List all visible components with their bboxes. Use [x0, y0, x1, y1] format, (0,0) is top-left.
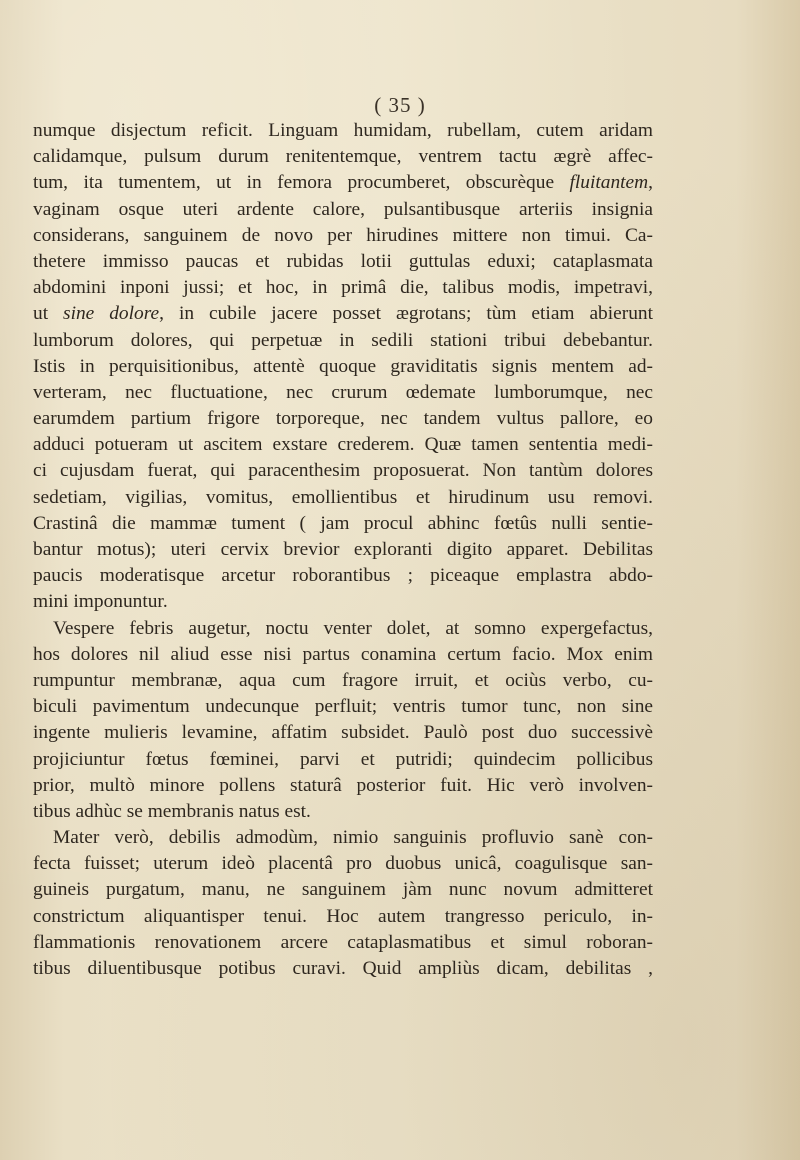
- text-line: hos dolores nil aliud esse nisi partus conamina certum facio. Mox enim: [33, 643, 653, 665]
- text-line: calidamque, pulsum durum renitentemque, ventrem tactu ægrè affec-: [33, 146, 653, 168]
- text-line: numque disjectum reficit. Linguam humidam, rubellam, cutem aridam: [33, 120, 653, 141]
- text-line: thetere immisso paucas et rubidas lotii guttulas eduxi; cataplasmata: [33, 250, 653, 272]
- text-line: [33, 170, 653, 196]
- text-line: Istis in perquisitionibus, attentè quoque graviditatis signis mentem ad-: [33, 355, 653, 377]
- text-line: lumborum dolores, qui perpetuæ in sedili stationi tribui debebantur.: [33, 329, 653, 351]
- text-line: abdomini inponi jussi; et hoc, in primâ die, talibus modis, impetravi,: [33, 277, 653, 299]
- text-line: tibus diluentibusque potibus curavi. Quid ampliùs dicam, debilitas ,: [33, 958, 653, 979]
- italic-phrase: sine dolore: [63, 303, 160, 325]
- text-line: Mater verò, debilis admodùm, nimio sanguinis profluvio sanè con-: [53, 827, 653, 849]
- text-line: bantur motus); uteri cervix brevior exploranti digito apparet. Debilitas: [33, 539, 653, 560]
- text-line: ci cujusdam fuerat, qui paracenthesim proposuerat. Non tantùm dolores: [33, 460, 653, 482]
- text-line: biculi pavimentum undecunque perfluit; ventris tumor tunc, non sine: [33, 696, 653, 718]
- text-line: paucis moderatisque arcetur roborantibus ; piceaque emplastra abdo-: [33, 565, 653, 587]
- text-segment: ,: [648, 172, 653, 194]
- text-line: fecta fuisset; uterum ideò placentâ pro duobus unicâ, coagulisque san-: [33, 853, 653, 875]
- text-line: constrictum aliquantisper tenui. Hoc autem trangresso periculo, in-: [33, 905, 653, 927]
- text-line: projiciuntur fœtus fœminei, parvi et putridi; quindecim pollicibus: [33, 748, 653, 770]
- text-segment: ut: [33, 303, 64, 325]
- text-line: [33, 301, 653, 327]
- text-line: considerans, sanguinem de novo per hirudines mittere non timui. Ca-: [33, 224, 653, 246]
- text-line: verteram, nec fluctuatione, nec crurum œdemate lumborumque, nec: [33, 381, 653, 403]
- text-line: rumpuntur membranæ, aqua cum fragore irruit, et ociùs verbo, cu-: [33, 669, 653, 691]
- text-line: Crastinâ die mammæ tument ( jam procul abhinc fœtûs nulli sentie-: [33, 512, 653, 534]
- text-segment: tum, ita tumentem, ut in femora procumberet, obscurèque: [33, 172, 570, 194]
- page-number: ( 35 ): [374, 93, 426, 117]
- text-line: flammationis renovationem arcere cataplasmatibus et simul roboran-: [33, 931, 653, 953]
- text-line: vaginam osque uteri ardente calore, pulsantibusque arteriis insignia: [33, 198, 653, 220]
- text-line: mini imponuntur.: [33, 591, 168, 613]
- text-line: adduci potueram ut ascitem exstare crederem. Quæ tamen sententia medi-: [33, 434, 653, 456]
- text-segment: , in cubile jacere posset ægrotans; tùm etiam abierunt: [159, 303, 653, 325]
- text-line: tibus adhùc se membranis natus est.: [33, 800, 311, 822]
- text-line: earumdem partium frigore torporeque, nec tandem vultus pallore, eo: [33, 408, 653, 430]
- text-line: ingente mulieris levamine, affatim subsidet. Paulò post duo successivè: [33, 722, 653, 744]
- text-line: sedetiam, vigilias, vomitus, emollientibus et hirudinum usu removi.: [33, 486, 653, 508]
- body-text: [33, 118, 653, 982]
- text-line: prior, multò minore pollens staturâ posterior fuit. Hic verò involven-: [33, 774, 653, 796]
- text-line: guineis purgatum, manu, ne sanguinem jàm nunc novum admitteret: [33, 879, 653, 901]
- text-line: Vespere febris augetur, noctu venter dolet, at somno expergefactus,: [53, 617, 653, 639]
- italic-phrase: fluitantem: [569, 172, 649, 194]
